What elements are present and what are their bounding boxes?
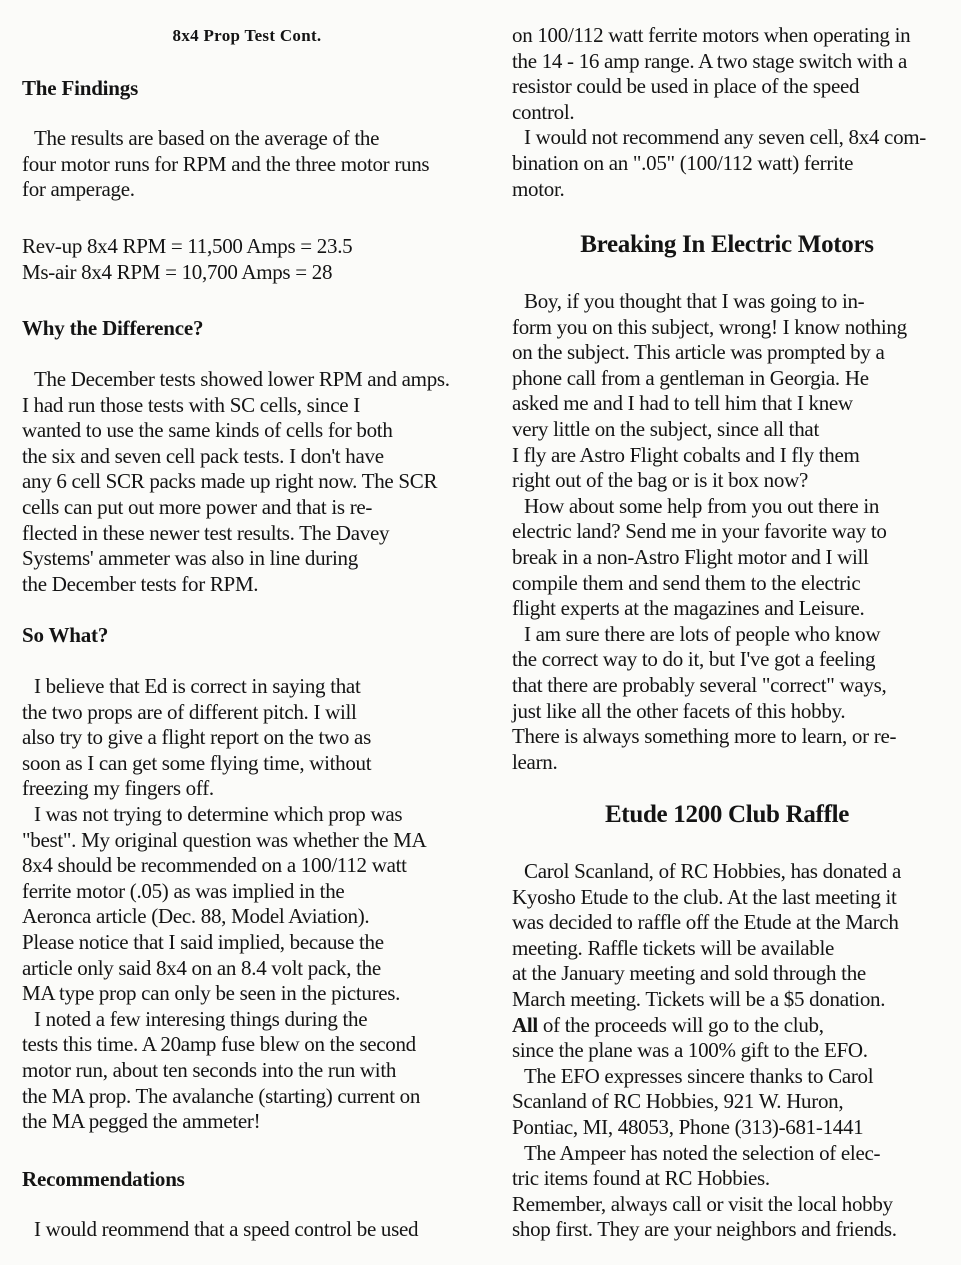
text-line: "best". My original question was whether the MA: [22, 827, 427, 852]
text-line: MA type prop can only be seen in the pictures.: [22, 981, 401, 1006]
text-line: Pontiac, MI, 48053, Phone (313)-681-1441: [512, 1114, 864, 1139]
so-what-paragraph: [22, 674, 472, 1135]
text-line: I fly are Astro Flight cobalts and I fly them: [512, 442, 860, 467]
findings-data: [22, 234, 472, 285]
text-line: that there are probably several "correct" ways,: [512, 672, 887, 697]
text-line: shop first. They are your neighbors and friends.: [512, 1217, 897, 1242]
text-line: soon as I can get some flying time, without: [22, 750, 372, 775]
text-line: flight experts at the magazines and Leisure.: [512, 596, 865, 621]
text-line: Please notice that I said implied, because the: [22, 929, 384, 954]
findings-heading: The Findings: [22, 76, 139, 100]
text-line: was decided to raffle off the Etude at the March: [512, 910, 899, 935]
page-title: 8x4 Prop Test Cont.: [172, 26, 322, 45]
text-line: Carol Scanland, of RC Hobbies, has donated a: [524, 859, 901, 883]
text-line: There is always something more to learn, or re-: [512, 724, 897, 749]
text-line: The EFO expresses sincere thanks to Carol: [524, 1063, 874, 1088]
text-line: article only said 8x4 on an 8.4 volt pack, the: [22, 955, 381, 980]
text-line: motor.: [512, 176, 565, 201]
findings-paragraph: [22, 126, 472, 203]
text-line: right out of the bag or is it box now?: [512, 468, 808, 493]
text-line: ferrite motor (.05) as was implied in the: [22, 878, 345, 903]
text-line: very little on the subject, since all that: [512, 416, 819, 441]
text-line: Scanland of RC Hobbies, 921 W. Huron,: [512, 1089, 844, 1114]
difference-heading: Why the Difference?: [22, 316, 204, 340]
text-line: learn.: [512, 749, 558, 774]
text-line: I noted a few interesing things during the: [34, 1006, 368, 1031]
text-line: the correct way to do it, but I've got a feeling: [512, 647, 876, 672]
text-line: bination on an ".05" (100/112 watt) ferrite: [512, 150, 854, 175]
text-line: the MA prop. The avalanche (starting) current on: [22, 1083, 421, 1108]
text-line: resistor could be used in place of the speed: [512, 74, 860, 99]
text-line: asked me and I had to tell him that I knew: [512, 391, 853, 416]
text-line: flected in these newer test results. The Davey: [22, 520, 390, 545]
text-line: How about some help from you out there in: [524, 493, 880, 518]
text-line: freezing my fingers off.: [22, 776, 214, 801]
data-line: Ms-air 8x4 RPM = 10,700 Amps = 28: [22, 259, 333, 284]
text-line: tests this time. A 20amp fuse blew on the second: [22, 1032, 416, 1057]
text-line: electric land? Send me in your favorite way to: [512, 519, 887, 544]
all-rest-text: of the proceeds will go to the club,: [537, 1012, 824, 1037]
text-line: Remember, always call or visit the local hobby: [512, 1191, 893, 1216]
text-line: I am sure there are lots of people who know: [524, 621, 881, 646]
text-line: the 14 - 16 amp range. A two stage switch with a: [512, 48, 908, 73]
text-line: wanted to use the same kinds of cells for both: [22, 418, 393, 443]
recommendations-paragraph: [22, 1217, 472, 1243]
text-line: Systems' ammeter was also in line during: [22, 546, 358, 571]
text-line: motor run, about ten seconds into the run with: [22, 1057, 397, 1082]
text-line: meeting. Raffle tickets will be available: [512, 935, 835, 960]
raffle-paragraph: [512, 859, 942, 1243]
continued-paragraph: [512, 23, 942, 202]
text-line: the two props are of different pitch. I will: [22, 699, 357, 724]
text-line: cells can put out more power and that is re-: [22, 494, 373, 519]
text-line: the December tests for RPM.: [22, 571, 259, 596]
text-line: tric items found at RC Hobbies.: [512, 1166, 770, 1191]
text-line: phone call from a gentleman in Georgia. He: [512, 365, 869, 390]
difference-paragraph: [22, 367, 472, 597]
text-line: form you on this subject, wrong! I know nothing: [512, 314, 907, 339]
text-line: the MA pegged the ammeter!: [22, 1109, 261, 1134]
text-line: 8x4 should be recommended on a 100/112 watt: [22, 853, 407, 878]
text-line: March meeting. Tickets will be a $5 donation.: [512, 986, 886, 1011]
recommendations-heading: Recommendations: [22, 1167, 185, 1191]
text-line: since the plane was a 100% gift to the EFO.: [512, 1038, 868, 1063]
text-line: any 6 cell SCR packs made up right now. The SCR: [22, 469, 438, 494]
text-line: break in a non-Astro Flight motor and I will: [512, 544, 869, 569]
text-line: four motor runs for RPM and the three motor runs: [22, 151, 430, 176]
text-line: The results are based on the average of the: [34, 126, 380, 150]
text-line: control.: [512, 99, 575, 124]
text-line: I was not trying to determine which prop was: [34, 801, 403, 826]
data-line: Rev-up 8x4 RPM = 11,500 Amps = 23.5: [22, 234, 353, 258]
text-line: compile them and send them to the electric: [512, 570, 861, 595]
text-line: I had run those tests with SC cells, since I: [22, 392, 360, 417]
text-line: The December tests showed lower RPM and amps.: [34, 367, 450, 391]
text-line: on 100/112 watt ferrite motors when operating in: [512, 23, 911, 47]
text-line: just like all the other facets of this hobby.: [512, 698, 846, 723]
text-line: Aeronca article (Dec. 88, Model Aviation).: [22, 904, 370, 929]
text-line: Kyosho Etude to the club. At the last meeting it: [512, 884, 897, 909]
text-line: I would reommend that a speed control be used: [34, 1217, 419, 1241]
text-line: at the January meeting and sold through the: [512, 961, 866, 986]
breaking-paragraph: [512, 289, 942, 775]
text-line: for amperage.: [22, 177, 135, 202]
so-what-heading: So What?: [22, 623, 109, 647]
text-line: the six and seven cell pack tests. I don't have: [22, 443, 384, 468]
breaking-heading: Breaking In Electric Motors: [580, 231, 874, 258]
text-line: I believe that Ed is correct in saying that: [34, 674, 361, 698]
text-line-all: [512, 1013, 942, 1039]
text-line: Boy, if you thought that I was going to in-: [524, 289, 865, 313]
text-line: on the subject. This article was prompted by a: [512, 340, 885, 365]
text-line: I would not recommend any seven cell, 8x4 com-: [524, 125, 926, 150]
raffle-heading: Etude 1200 Club Raffle: [604, 801, 850, 828]
all-emphasis: All: [512, 1012, 538, 1037]
text-line: also try to give a flight report on the two as: [22, 725, 371, 750]
text-line: The Ampeer has noted the selection of elec-: [524, 1140, 881, 1165]
